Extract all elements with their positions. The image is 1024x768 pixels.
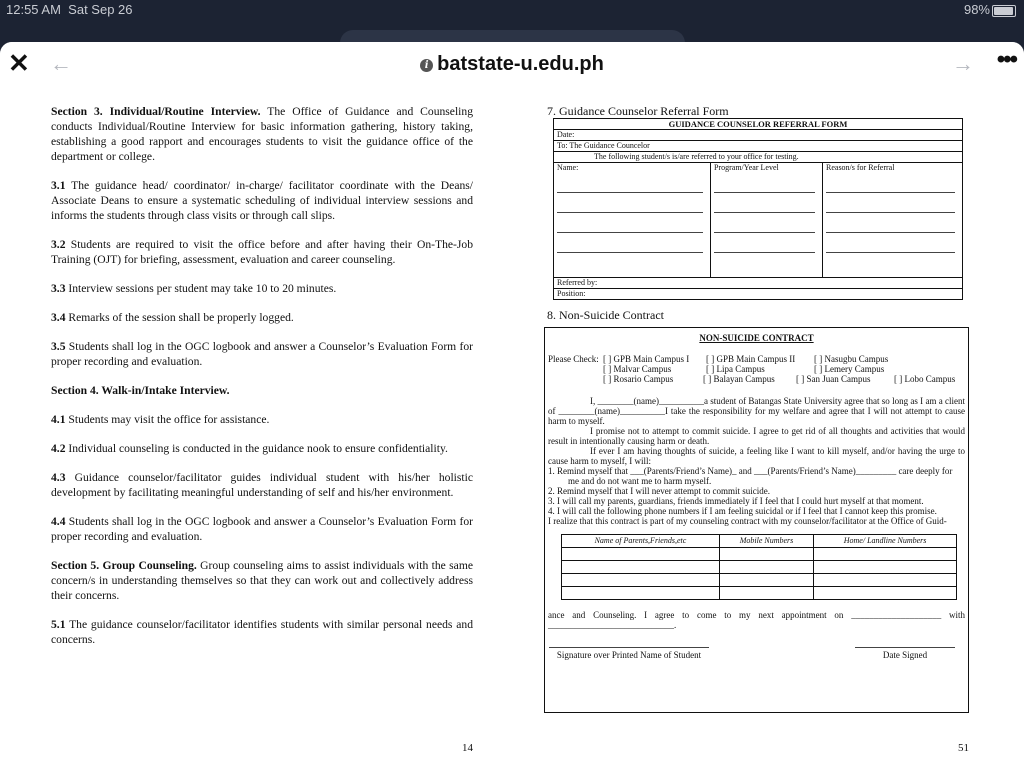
paragraph-3-5: 3.5 Students shall log in the OGC logbook and answer a Counselor’s Evaluation Form for proper recording and evaluation. <box>51 340 473 368</box>
campus-checkbox[interactable]: [ ] Lemery Campus <box>814 364 885 374</box>
contract-list-item: 1. Remind myself that ___(Parents/Friend’s Name)_ and ___(Parents/Friend’s Name)_________ care deeply for me and do not want me to harm myself. <box>548 466 953 486</box>
info-icon[interactable]: i <box>420 59 433 72</box>
paragraph-4-2: 4.2 Individual counseling is conducted in the guidance nook to ensure confidentiality. <box>51 442 448 455</box>
paragraph-4-4: 4.4 Students shall log in the OGC logbook and answer a Counselor’s Evaluation Form for proper recording and evaluation. <box>51 515 473 543</box>
phone-cell[interactable] <box>719 587 813 600</box>
paragraph-5-1: 5.1 The guidance counselor/facilitator identifies students with similar personal needs and concerns. <box>51 618 473 646</box>
paragraph-4-1: 4.1 Students may visit the office for assistance. <box>51 413 270 426</box>
referral-to-field: To: The Guidance Councelor <box>554 141 963 152</box>
phone-cell[interactable] <box>562 561 720 574</box>
phone-cell[interactable] <box>719 574 813 587</box>
contract-paragraph: I promise not to attempt to commit suicide. I agree to get rid of all thoughts and activities that would result in intentionally causing harm or death. <box>548 426 965 446</box>
paragraph-section-4: Section 4. Walk-in/Intake Interview. <box>51 384 230 397</box>
phone-cell[interactable] <box>562 574 720 587</box>
referral-program-column[interactable]: Program/Year Level <box>711 163 823 278</box>
page-number-right: 51 <box>958 742 969 754</box>
phone-column-header: Mobile Numbers <box>719 535 813 548</box>
phone-cell[interactable] <box>814 548 957 561</box>
phone-numbers-table <box>561 534 957 600</box>
phone-cell[interactable] <box>719 561 813 574</box>
page-number-left: 14 <box>462 742 473 754</box>
paragraph-section-3: Section 3. Individual/Routine Interview. The Office of Guidance and Counseling conducts Individual/Routine Interview for basic information gathering, history taking, establishing a good rapport and encourages students to visit the guidance office of the department or college. <box>51 105 473 163</box>
campus-checkbox[interactable]: [ ] GPB Main Campus I <box>603 354 690 364</box>
referral-section-title: 7. Guidance Counselor Referral Form <box>547 104 729 118</box>
phone-column-header: Home/ Landline Numbers <box>814 535 957 548</box>
paragraph-section-5: Section 5. Group Counseling. Group counseling aims to assist individuals with the same concern/s in understanding themselves so that they can work out and collectively address their concerns. <box>51 559 473 602</box>
campus-checkbox[interactable]: [ ] Lobo Campus <box>894 374 956 384</box>
campus-checkbox[interactable]: [ ] Nasugbu Campus <box>814 354 889 364</box>
campus-checkbox[interactable]: [ ] Lipa Campus <box>706 364 765 374</box>
url-text: batstate-u.edu.ph <box>437 53 604 75</box>
contract-paragraph: I realize that this contract is part of my counseling contract with my counselor/facilitator at the Office of Guid- <box>548 516 947 526</box>
browser-toolbar <box>0 42 1024 86</box>
campus-checkbox[interactable]: [ ] Malvar Campus <box>603 364 672 374</box>
campus-checkbox[interactable]: [ ] GPB Main Campus II <box>706 354 796 364</box>
contract-paragraph: If ever I am having thoughts of suicide, a feeling like I want to kill myself, and/or having the urge to cause harm to myself, I will: <box>548 446 965 466</box>
paragraph-4-3: 4.3 Guidance counselor/facilitator guides individual student with his/her holistic development by facilitating meaningful understanding of self and his/her environment. <box>51 471 473 499</box>
status-bar <box>0 0 1024 20</box>
back-icon[interactable]: ← <box>50 51 72 76</box>
campus-checklist: Please Check: [ ] GPB Main Campus I [ ] GPB Main Campus II [ ] Nasugbu Campus [ ] Malvar Campus [ ] Lipa Campus [ ] Lemery Campus [ ] Rosario Campus [ ] Balayan Campus [ ] San Juan Campus [ ] Lobo Campus <box>548 354 956 384</box>
contract-paragraph: I, ________(name)__________a student of Batangas State University agree that so long as I am a client of ________(name)__________I take the responsibility for my welfare and agree that I will not attempt to cause harm to myself. <box>548 396 965 426</box>
forward-icon[interactable]: → <box>952 51 974 76</box>
referred-by-field[interactable]: Referred by: <box>554 278 963 289</box>
phone-cell[interactable] <box>719 548 813 561</box>
more-options-icon[interactable]: ••• <box>996 46 1016 73</box>
phone-column-header: Name of Parents,Friends,etc <box>562 535 720 548</box>
contract-section-title: 8. Non-Suicide Contract <box>547 308 664 322</box>
contract-list-item: 2. Remind myself that I will never attempt to commit suicide. <box>548 486 770 496</box>
campus-checkbox[interactable]: [ ] San Juan Campus <box>796 374 871 384</box>
battery-percent: 98% <box>963 2 990 17</box>
paragraph-3-4: 3.4 Remarks of the session shall be properly logged. <box>51 311 294 324</box>
referral-name-column[interactable]: Name: <box>554 163 711 278</box>
close-icon[interactable]: ✕ <box>8 48 30 78</box>
phone-cell[interactable] <box>814 561 957 574</box>
right-page <box>544 106 974 713</box>
campus-checkbox[interactable]: [ ] Rosario Campus <box>603 374 674 384</box>
date-signed-line[interactable]: Date Signed <box>855 647 955 660</box>
referral-date-field[interactable]: Date: <box>554 130 963 141</box>
status-time: 12:55 AM Sat Sep 26 <box>6 2 133 17</box>
referral-form-title: GUIDANCE COUNSELOR REFERRAL FORM <box>554 119 963 130</box>
non-suicide-contract <box>544 327 969 713</box>
document-view[interactable] <box>0 86 1024 768</box>
contract-list-item: 4. I will call the following phone numbers if I am feeling suicidal or if I feel that I cannot keep this promise. <box>548 506 937 516</box>
paragraph-3-2: 3.2 Students are required to visit the office before and after having their On-The-Job Training (OJT) for briefing, assessment, evaluation and career counseling. <box>51 238 473 266</box>
contract-title: NON-SUICIDE CONTRACT <box>699 333 814 343</box>
contract-paragraph: ance and Counseling. I agree to come to my next appointment on ____________________ with ____________________________. <box>548 610 965 630</box>
phone-cell[interactable] <box>562 587 720 600</box>
battery-icon <box>992 5 1016 17</box>
left-page <box>51 104 473 661</box>
referral-reason-column[interactable]: Reason/s for Referral <box>823 163 963 278</box>
paragraph-3-3: 3.3 Interview sessions per student may take 10 to 20 minutes. <box>51 282 337 295</box>
phone-cell[interactable] <box>814 587 957 600</box>
phone-cell[interactable] <box>562 548 720 561</box>
browser-sheet <box>0 42 1024 768</box>
student-signature-line[interactable]: Signature over Printed Name of Student <box>549 647 709 660</box>
phone-cell[interactable] <box>814 574 957 587</box>
paragraph-3-1: 3.1 The guidance head/ coordinator/ in-charge/ facilitator coordinate with the Deans/ Associate Deans to ensure a systematic scheduling of individual interview sessions and informs the students through class visits or through call slips. <box>51 179 473 222</box>
position-field[interactable]: Position: <box>554 289 963 300</box>
address-bar[interactable] <box>0 53 1024 76</box>
referral-form <box>553 118 963 300</box>
campus-checkbox[interactable]: [ ] Balayan Campus <box>703 374 775 384</box>
referral-intro: The following student/s is/are referred to your office for testing. <box>554 152 963 163</box>
contract-list-item: 3. I will call my parents, guardians, friends immediately if I feel that I could hurt myself at that moment. <box>548 496 924 506</box>
